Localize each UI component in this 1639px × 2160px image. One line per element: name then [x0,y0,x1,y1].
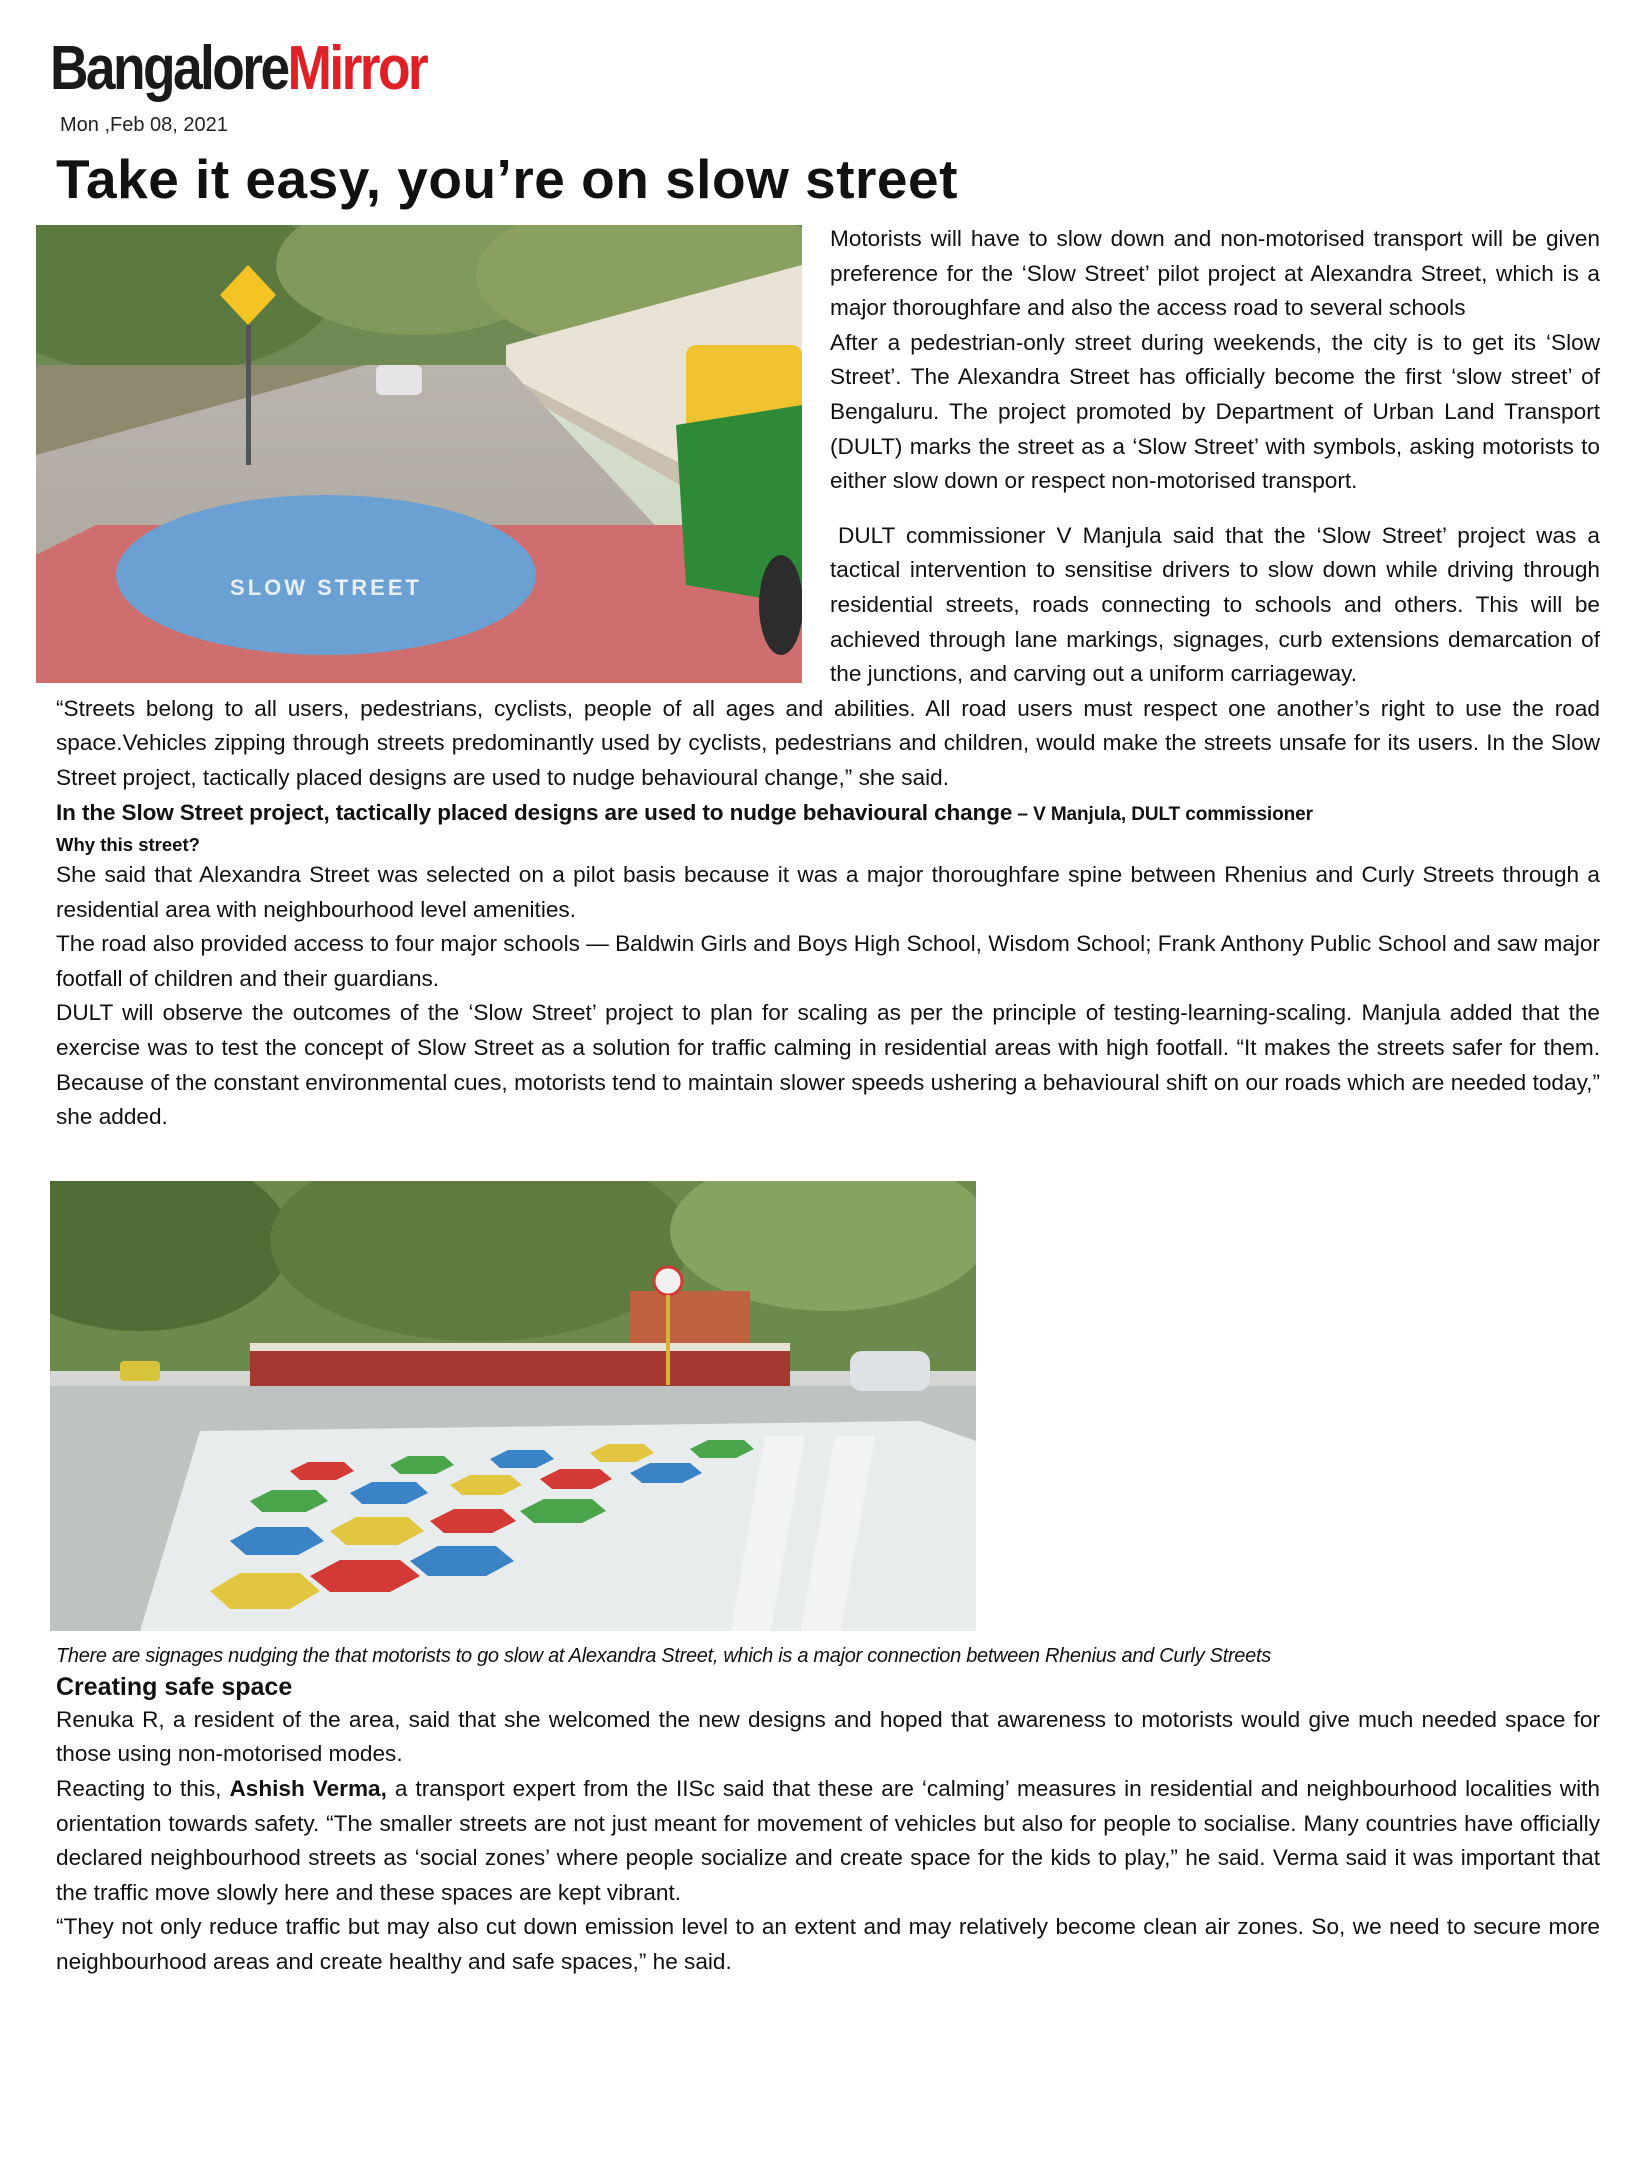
pull-quote-attribution: – V Manjula, DULT commissioner [1012,803,1313,825]
paragraph-quote: “Streets belong to all users, pedestrians, cyclists, people of all ages and abilities. All road users must respect one another’s right to use the road space.Vehicles zipping through streets predominantly used by cyclists, pedestrians and children, would make the streets unsafe for its users. In the Slow Street project, tactically placed designs are used to nudge behavioural change,” she said. [56,695,1600,790]
paragraph-selection: She said that Alexandra Street was selected on a pilot basis because it was a major thoroughfare spine between Rhenius and Curly Streets through a residential area with neighbourhood level amenities. [56,862,1600,922]
paragraph-closing-quote: “They not only reduce traffic but may also cut down emission level to an extent and may relatively become clean air zones. So, we need to secure more neighbourhood areas and create healthy and safe spaces,” he said. [56,1914,1600,1974]
subhead-creating-safe-space: Creating safe space [56,1672,293,1701]
pull-quote [56,796,1600,833]
headline: Take it easy, you’re on slow street [56,148,958,210]
pull-quote-text: In the Slow Street project, tactically placed designs are used to nudge behavioural change [56,799,1013,825]
crosswalk-photo [50,1181,976,1631]
street-photo [36,225,802,683]
street-photo-illustration [36,225,802,683]
paragraph-outcomes: DULT will observe the outcomes of the ‘Slow Street’ project to plan for scaling as per the principle of testing-learning-scaling. Manjula added that the exercise was to test the concept of Slow Street as a solution for traffic calming in residential areas with high footfall. “It makes the streets safer for them. Because of the constant environmental cues, motorists tend to maintain slower speeds ushering a behavioural shift on our roads which are needed today,” she added. [56,1000,1600,1130]
paragraph-dult-commissioner: DULT commissioner V Manjula said that the ‘Slow Street’ project was a tactical intervention to sensitise drivers to slow down while driving through residential streets, roads connecting to schools and others. This will be achieved through lane markings, signages, curb extensions demarcation of the junctions, and carving out a uniform carriageway. [830,522,1600,687]
photo-caption: There are signages nudging the that motorists to go slow at Alexandra Street, which is a major connection between Rhenius and Curly Streets [56,1644,1271,1667]
subhead-why-this-street: Why this street? [56,834,200,856]
masthead-part-1: Bangalore [50,34,288,103]
crosswalk-photo-illustration [50,1181,976,1631]
expert-name: Ashish Verma, [229,1776,387,1802]
slow-street-marking-text: SLOW STREET [230,575,422,600]
paragraph-schools: The road also provided access to four major schools — Baldwin Girls and Boys High School, Wisdom School; Frank Anthony Public School and saw major footfall of children and their guardians. [56,931,1600,991]
paragraph-expert-lead: Reacting to this, [56,1776,230,1802]
article-body [56,222,1600,1980]
paragraph-expert [56,1772,1600,1910]
masthead-part-2: Mirror [287,34,427,103]
publication-date: Mon ,Feb 08, 2021 [60,114,228,136]
paragraph-intro: Motorists will have to slow down and non-motorised transport will be given preference for the ‘Slow Street’ pilot project at Alexandra Street, which is a major thoroughfare and also the access road to several schools [830,226,1600,321]
paragraph-expert-rest: a transport expert from the IISc said that these are ‘calming’ measures in residential and neighbourhood localities with orientation towards safety. “The smaller streets are not just meant for movement of vehicles but also for people to socialise. Many countries have officially declared neighbourhood streets as ‘social zones’ where people socialize and create space for the kids to play,” he said. Verma said it was important that the traffic move slowly here and these spaces are kept vibrant. [56,1776,1600,1905]
masthead-logo [50,36,426,102]
paragraph-resident: Renuka R, a resident of the area, said that she welcomed the new designs and hoped that awareness to motorists would give much needed space for those using non-motorised modes. [56,1706,1600,1767]
paragraph-slow-street: After a pedestrian-only street during weekends, the city is to get its ‘Slow Street’. The Alexandra Street has officially become the first ‘slow street’ of Bengaluru. The project promoted by Department of Urban Land Transport (DULT) marks the street as a ‘Slow Street’ with symbols, asking motorists to either slow down or respect non-motorised transport. [830,329,1600,494]
